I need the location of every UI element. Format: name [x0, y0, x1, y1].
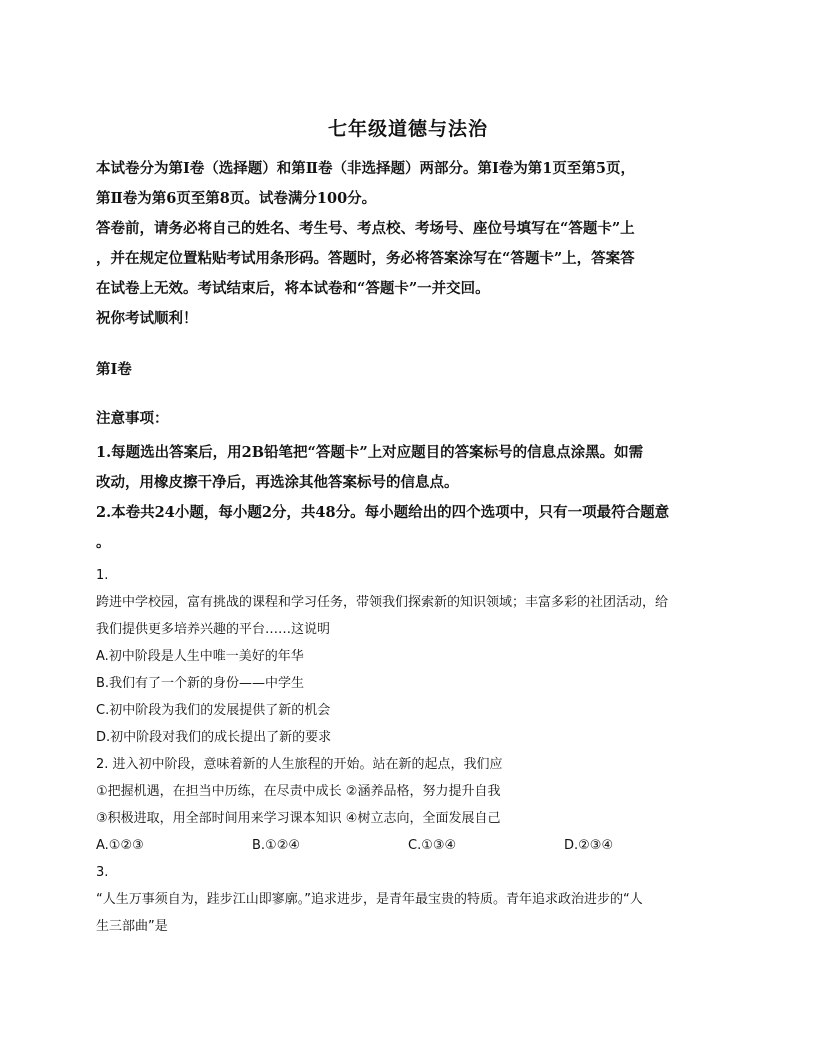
option-b: B.我们有了一个新的身份——中学生: [96, 676, 305, 691]
question-stem-line: 我们提供更多培养兴趣的平台……这说明: [96, 622, 331, 637]
section-title: 第Ⅰ卷: [96, 361, 132, 378]
good-luck-line: 祝你考试顺利！: [96, 310, 198, 327]
instruction-line: ，并在规定位置粘贴考试用条形码。答题时，务必将答案涂写在“答题卡”上，答案答: [96, 250, 635, 267]
option-d: D.初中阶段对我们的成长提出了新的要求: [96, 730, 332, 745]
page-title: 七年级道德与法治: [327, 118, 488, 140]
option-d: D.②③④: [564, 838, 614, 853]
note-line: 。: [96, 534, 111, 551]
question-stem-line: 生三部曲”是: [96, 919, 168, 934]
question-stem-line: ①把握机遇，在担当中历练，在尽责中成长 ②涵养品格，努力提升自我: [96, 784, 501, 799]
instruction-line: 答卷前，请务必将自己的姓名、考生号、考点校、考场号、座位号填写在“答题卡”上: [96, 220, 635, 237]
instruction-line: 在试卷上无效。考试结束后，将本试卷和“答题卡”一并交回。: [96, 280, 490, 297]
note-line: 2.本卷共24小题，每小题2分，共48分。每小题给出的四个选项中，只有一项最符合题意: [96, 504, 670, 521]
question-stem-line: “人生万事须自为，跬步江山即寥廓。”追求进步，是青年最宝贵的特质。青年追求政治进步的“人: [96, 892, 643, 907]
question-number: 1.: [96, 568, 109, 583]
notes-list: [96, 438, 736, 558]
section-heading: [96, 355, 736, 385]
option-a: A.①②③: [96, 838, 144, 853]
instruction-line: 本试卷分为第Ⅰ卷（选择题）和第Ⅱ卷（非选择题）两部分。第Ⅰ卷为第1页至第5页，: [96, 160, 635, 177]
question-3: [96, 859, 736, 940]
question-stem-line: 2. 进入初中阶段，意味着新的人生旅程的开始。站在新的起点，我们应: [96, 757, 503, 772]
notes-section: [96, 404, 736, 434]
question-2: [96, 751, 736, 832]
note-line: 改动，用橡皮擦干净后，再选涂其他答案标号的信息点。: [96, 474, 459, 491]
option-a: A.初中阶段是人生中唯一美好的年华: [96, 649, 304, 664]
question-stem-line: 跨进中学校园，富有挑战的课程和学习任务，带领我们探索新的知识领域；丰富多彩的社团活动，给: [96, 595, 669, 610]
question-stem-line: ③积极进取，用全部时间用来学习课本知识 ④树立志向，全面发展自己: [96, 811, 501, 826]
question-1: [96, 562, 736, 751]
option-c: C.①③④: [408, 838, 457, 853]
question-2-options: [96, 832, 736, 859]
instruction-line: 第Ⅱ卷为第6页至第8页。试卷满分100分。: [96, 190, 377, 207]
note-line: 1.每题选出答案后，用2B铅笔把“答题卡”上对应题目的答案标号的信息点涂黑。如需: [96, 444, 644, 461]
option-c: C.初中阶段为我们的发展提供了新的机会: [96, 703, 331, 718]
notes-heading: 注意事项：: [96, 410, 169, 427]
exam-instructions: [96, 154, 736, 334]
option-b: B.①②④: [252, 838, 301, 853]
question-number: 3.: [96, 865, 109, 880]
